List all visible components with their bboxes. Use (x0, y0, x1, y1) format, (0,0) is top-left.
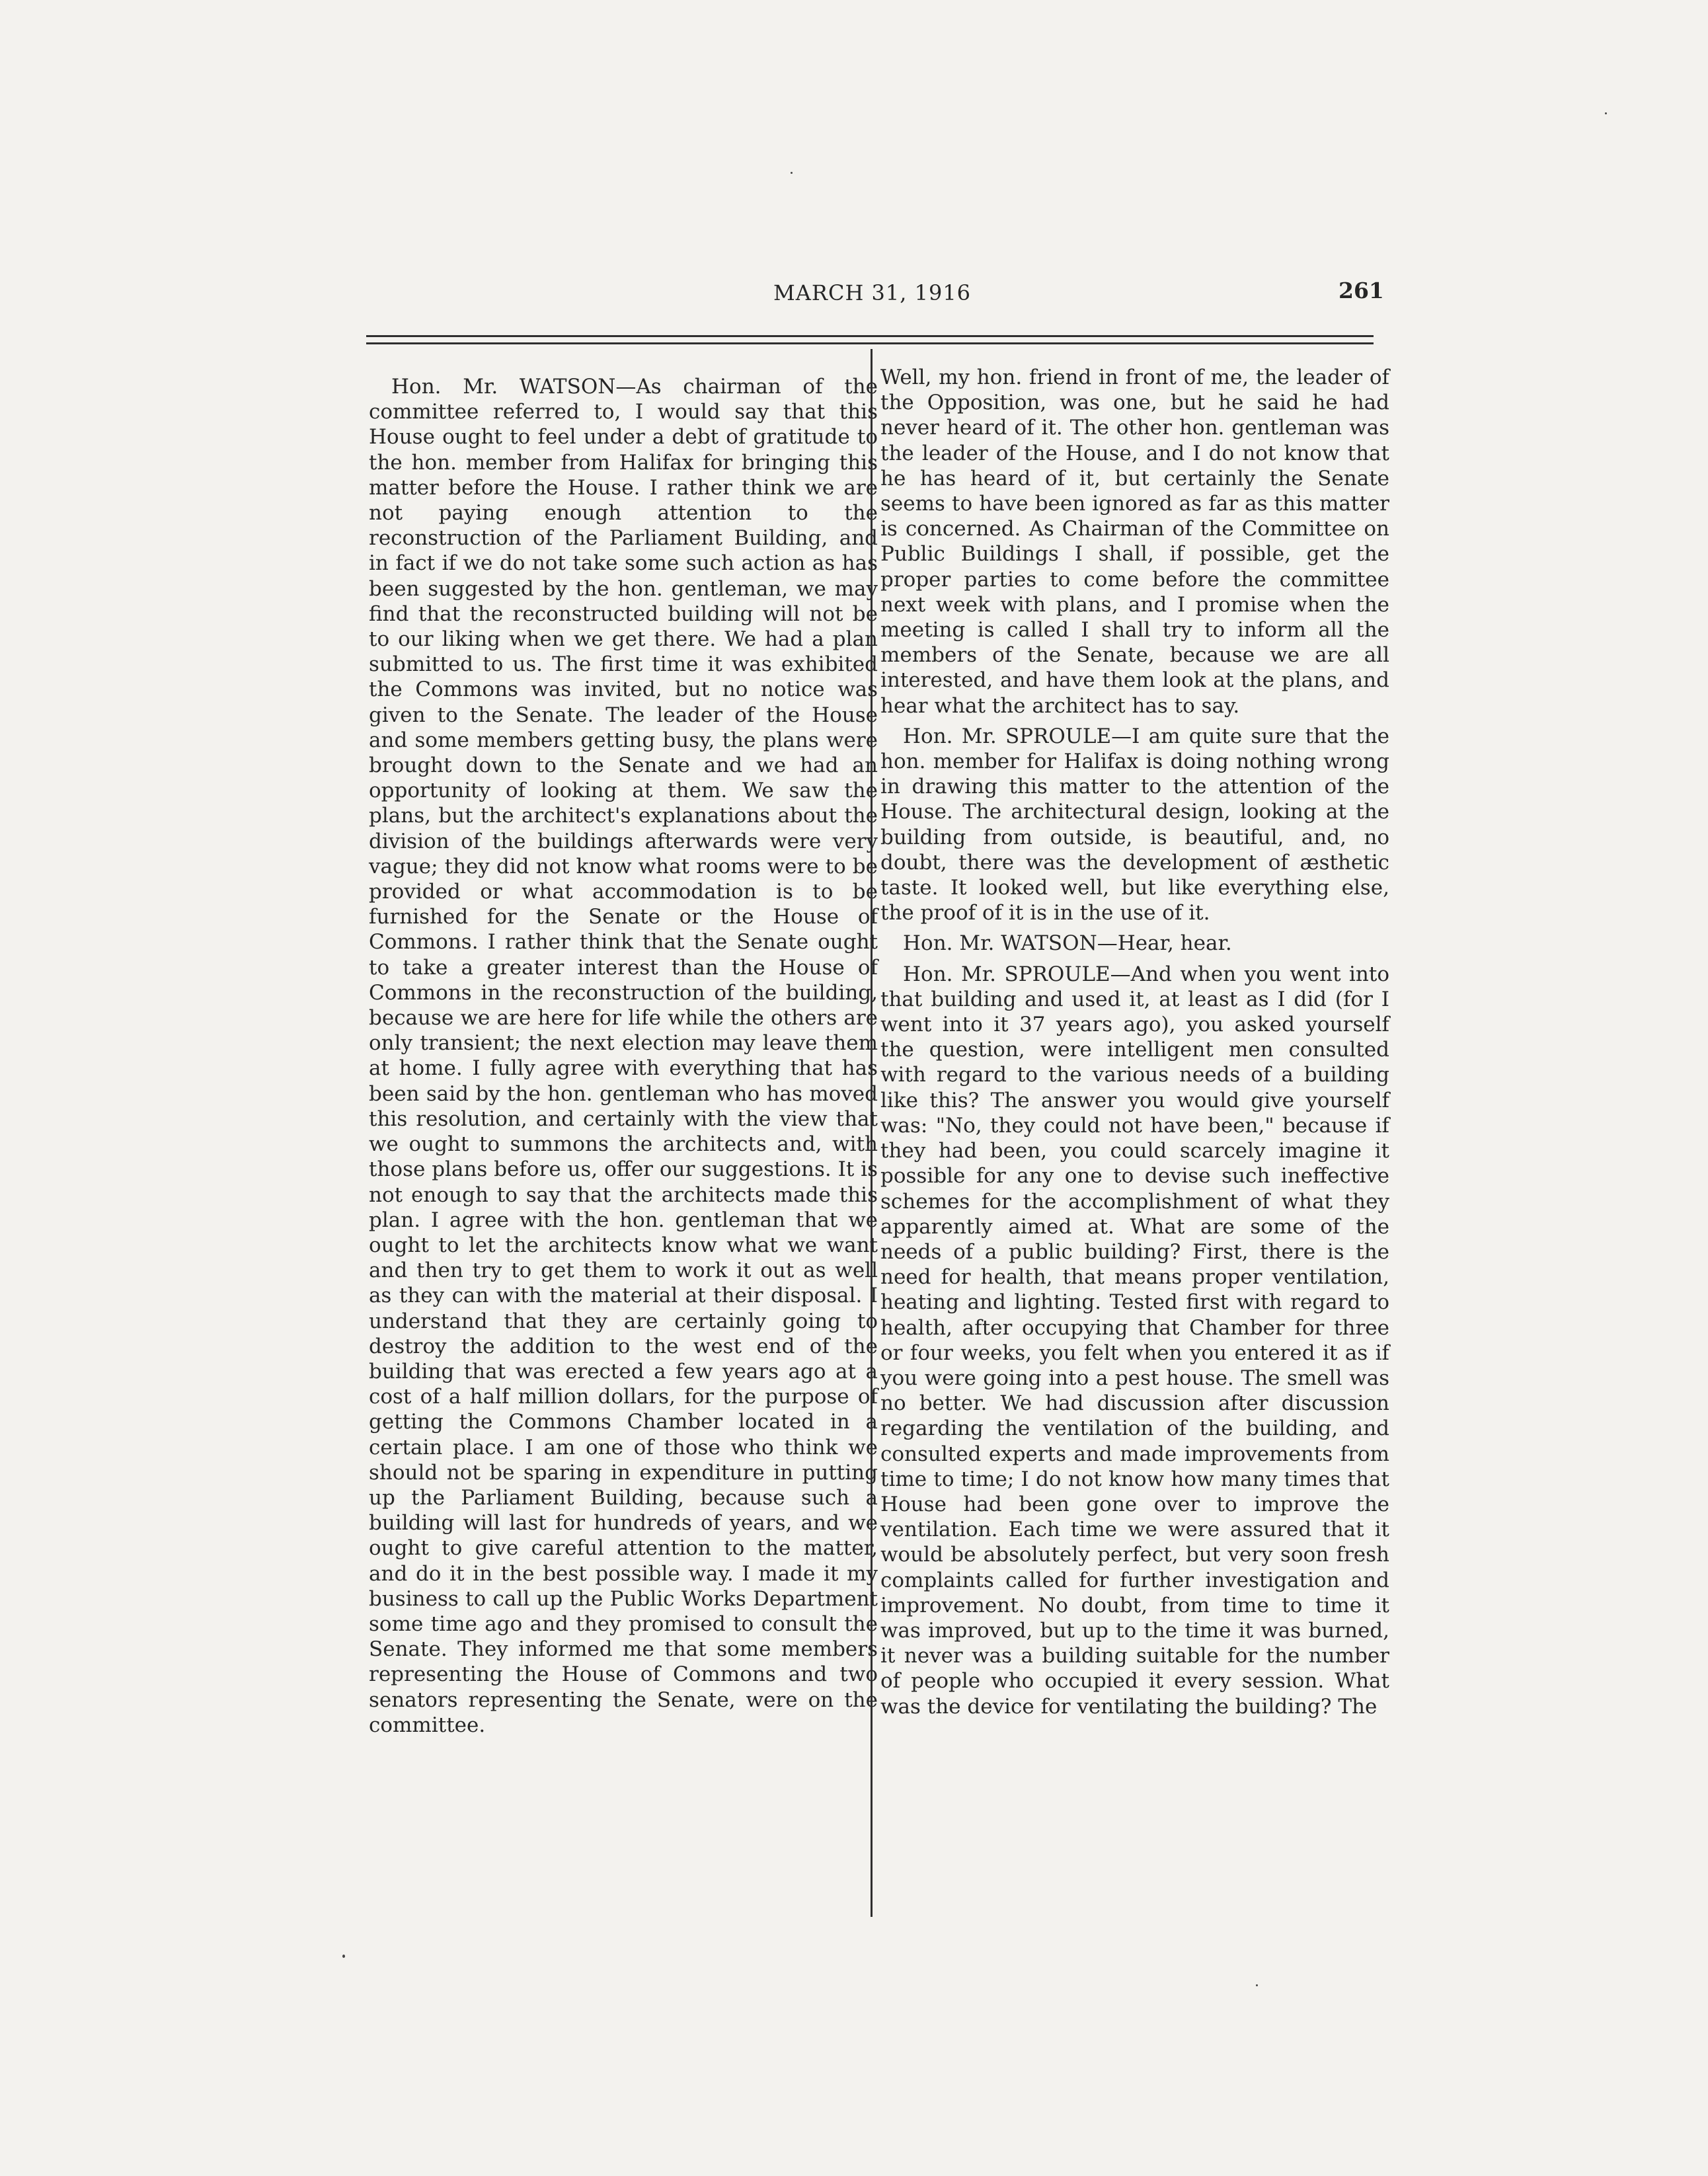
scan-speck (791, 172, 793, 174)
paragraph-sproule-continued: Hon. Mr. SPROULE—And when you went into that building and used it, at least as I did (for I went into it 37 years ago), you asked yourself the question, were intelligent men consulted with regard to the various needs of a building like this? The answer you would give yourself was: "No, they could not have been," because if they had been, you could scarcely imagine it possible for any one to devise such ineffective schemes for the accomplishment of what they apparently aimed at. What are some of the needs of a public building? First, there is the need for health, that means proper ventilation, heating and lighting. Tested first with regard to health, after occupying that Chamber for three or four weeks, you felt when you entered it as if you were going into a pest house. The smell was no better. We had discussion after discussion regarding the ventilation of the building, and consulted experts and made improvements from time to time; I do not know how many times that House had been gone over to improve the ventilation. Each time we were assured that it would be absolutely perfect, but very soon fresh complaints called for further investigation and improvement. No doubt, from time to time it was improved, but up to the time it was burned, it never was a building suitable for the number of people who occupied it every session. What was the device for ventilating the building? The (880, 962, 1389, 1719)
paragraph-watson-continued: Well, my hon. friend in front of me, the leader of the Opposition, was one, but he said he had never heard of it. The other hon. gentleman was the leader of the House, and I do not know that he has heard of it, but certainly the Senate seems to have been ignored as far as this matter is concerned. As Chairman of the Committee on Public Buildings I shall, if possible, get the proper parties to come before the committee next week with plans, and I promise when the meeting is called I shall try to inform all the members of the Senate, because we are all interested, and have them look at the plans, and hear what the architect has to say. (880, 366, 1389, 718)
paragraph-watson-speech: Hon. Mr. WATSON—As chairman of the committee referred to, I would say that this House ought to feel under a debt of gratitude to the hon. member from Halifax for bringing this matter before the House. I rather think we are not paying enough attention to the reconstruction of the Parliament Building, and in fact if we do not take some such action as has been suggested by the hon. gentleman, we may find that the reconstructed building will not be to our liking when we get there. We had a plan submitted to us. The first time it was exhibited the Commons was invited, but no notice was given to the Senate. The leader of the House and some members getting busy, the plans were brought down to the Senate and we had an opportunity of looking at them. We saw the plans, but the architect's explanations about the division of the buildings afterwards were very vague; they did not know what rooms were to be provided or what accommodation is to be furnished for the Senate or the House of Commons. I rather think that the Senate ought to take a greater interest than the House of Commons in the reconstruction of the building, because we are here for life while the others are only transient; the next election may leave them at home. I fully agree with everything that has been said by the hon. gentleman who has moved this resolution, and certainly with the view that we ought to summons the architects and, with those plans before us, offer our suggestions. It is not enough to say that the architects made this plan. I agree with the hon. gentleman that we ought to let the architects know what we want and then try to get them to work it out as well as they can with the material at their disposal. I understand that they are certainly going to destroy the addition to the west end of the building that was erected a few years ago at a cost of a half million dollars, for the purpose of getting the Commons Chamber located in a certain place. I am one of those who think we should not be sparing in expenditure in putting up the Parliament Building, because such a building will last for hundreds of years, and we ought to give careful attention to the matter, and do it in the best possible way. I made it my business to call up the Public Works Department some time ago and they promised to consult the Senate. They informed me that some members representing the House of Commons and two senators representing the Senate, were on the committee. (369, 375, 878, 1737)
scan-speck (1256, 1984, 1258, 1986)
header-rule-top (366, 335, 1374, 337)
header-rule-bottom (366, 342, 1374, 344)
page-number: 261 (1339, 278, 1384, 303)
page-date: MARCH 31, 1916 (773, 280, 972, 305)
scan-speck (1605, 112, 1607, 114)
right-column (880, 365, 1389, 1725)
paragraph-sproule-speech: Hon. Mr. SPROULE—I am quite sure that the hon. member for Halifax is doing nothing wrong in drawing this matter to the attention of the House. The architectural design, looking at the building from outside, is beautiful, and, no doubt, there was the development of æsthetic taste. It looked well, but like everything else, the proof of it is in the use of it. (880, 724, 1389, 925)
paragraph-watson-interjection: Hon. Mr. WATSON—Hear, hear. (903, 931, 1232, 956)
left-column (369, 374, 878, 1743)
scan-speck (342, 1955, 345, 1958)
